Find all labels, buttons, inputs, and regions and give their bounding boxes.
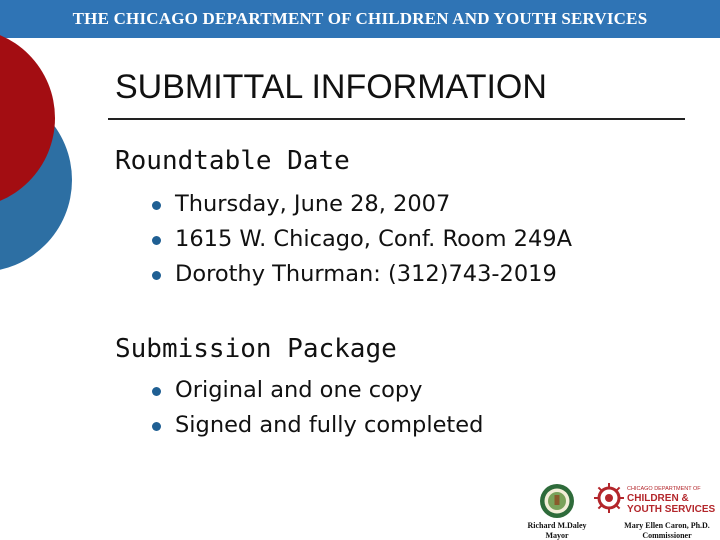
submission-bullet-list xyxy=(152,373,483,443)
decorative-circles xyxy=(0,0,80,300)
bullet-text: Dorothy Thurman: (312)743-2019 xyxy=(175,261,557,287)
slide-title: SUBMITTAL INFORMATION xyxy=(115,68,547,106)
bullet-icon xyxy=(152,422,161,431)
mayor-name: Richard M.Daley xyxy=(527,521,587,530)
bullet-icon xyxy=(152,201,161,210)
section-heading-submission: Submission Package xyxy=(115,334,397,364)
list-item xyxy=(152,222,572,257)
bullet-text: Thursday, June 28, 2007 xyxy=(175,191,451,217)
bullet-text: 1615 W. Chicago, Conf. Room 249A xyxy=(175,226,573,252)
list-item xyxy=(152,408,483,443)
commissioner-title: Commissioner xyxy=(642,531,692,540)
bullet-icon xyxy=(152,236,161,245)
dcys-logo-subtitle: CHICAGO DEPARTMENT OF xyxy=(627,486,701,492)
footer-logos xyxy=(525,478,720,540)
dcys-logo-line2: YOUTH SERVICES xyxy=(627,504,716,515)
title-divider xyxy=(108,118,685,120)
list-item xyxy=(152,373,483,408)
bullet-icon xyxy=(152,387,161,396)
header-banner xyxy=(0,0,720,38)
bullet-text: Signed and fully completed xyxy=(175,412,484,438)
bullet-icon xyxy=(152,271,161,280)
roundtable-bullet-list xyxy=(152,187,572,292)
dcys-logo-icon xyxy=(593,482,625,514)
section-heading-roundtable: Roundtable Date xyxy=(115,146,350,176)
mayor-title: Mayor xyxy=(545,531,569,540)
commissioner-name: Mary Ellen Caron, Ph.D. xyxy=(624,521,710,530)
city-seal-icon xyxy=(539,483,575,519)
banner-title: THE CHICAGO DEPARTMENT OF CHILDREN AND YOUTH SERVICES xyxy=(72,9,648,28)
list-item xyxy=(152,257,572,292)
dcys-logo-line1: CHILDREN & xyxy=(627,493,689,504)
list-item xyxy=(152,187,572,222)
bullet-text: Original and one copy xyxy=(175,377,423,403)
